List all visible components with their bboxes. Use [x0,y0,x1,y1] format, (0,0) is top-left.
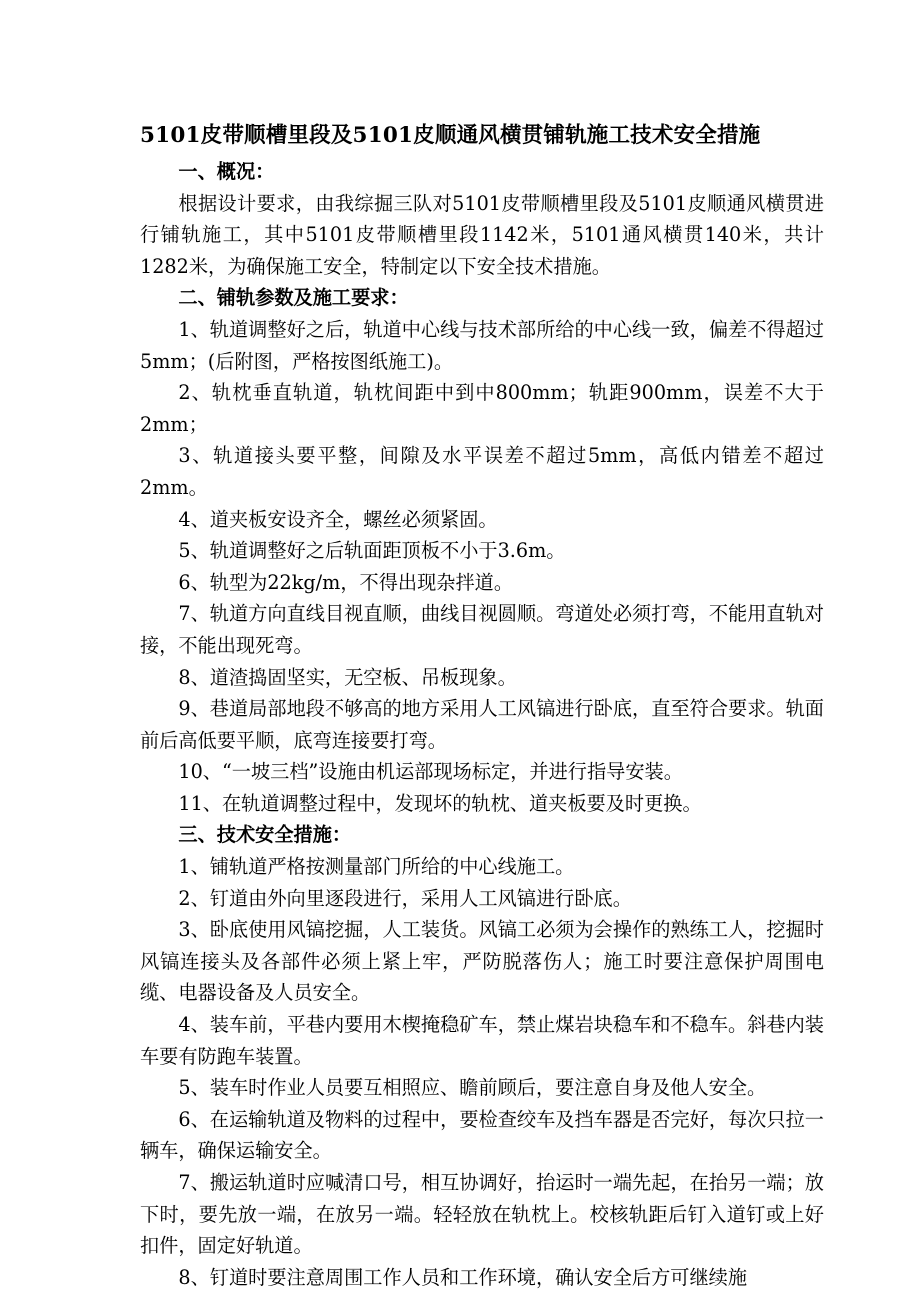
paragraph: 6、在运输轨道及物料的过程中，要检查绞车及挡车器是否完好，每次只拉一辆车，确保运输安全。 [140,1107,824,1163]
paragraph: 4、装车前，平巷内要用木楔掩稳矿车，禁止煤岩块稳车和不稳车。斜巷内装车要有防跑车装置。 [140,1013,824,1068]
paragraph: 5、装车时作业人员要互相照应、瞻前顾后，要注意自身及他人安全。 [178,1076,767,1100]
paragraph: 10、“一坡三档”设施由机运部现场标定，并进行指导安装。 [178,760,683,784]
document-body [140,156,824,1293]
paragraph: 5、轨道调整好之后轨面距顶板不小于3.6m。 [178,539,566,563]
section-heading-track-parameters: 二、铺轨参数及施工要求： [178,286,409,310]
paragraph: 1、铺轨道严格按测量部门所给的中心线施工。 [178,855,575,879]
paragraph: 4、道夹板安设齐全，螺丝必须紧固。 [178,507,498,531]
paragraph: 3、卧底使用风镐挖掘，人工装货。风镐工必须为会操作的熟练工人，挖掘时风镐连接头及各部件必须上紧上牢，严防脱落伤人；施工时要注意保护周围电缆、电器设备及人员安全。 [140,918,824,1005]
paragraph: 1、轨道调整好之后，轨道中心线与技术部所给的中心线一致，偏差不得超过5mm；(后附图，严格按图纸施工)。 [140,317,824,373]
paragraph: 7、搬运轨道时应喊清口号，相互协调好，抬运时一端先起，在抬另一端；放下时，要先放一端，在放另一端。轻轻放在轨枕上。校核轨距后钉入道钉或上好扣件，固定好轨道。 [140,1171,824,1258]
paragraph: 7、轨道方向直线目视直顺，曲线目视圆顺。弯道处必须打弯，不能用直轨对接，不能出现死弯。 [140,602,824,657]
paragraph: 3、轨道接头要平整，间隙及水平误差不超过5mm，高低内错差不超过2mm。 [140,444,824,499]
paragraph: 9、巷道局部地段不够高的地方采用人工风镐进行卧底，直至符合要求。轨面前后高低要平顺，底弯连接要打弯。 [140,697,824,752]
section-heading-safety-measures: 三、技术安全措施： [178,823,352,847]
paragraph: 根据设计要求，由我综掘三队对5101皮带顺槽里段及5101皮顺通风横贯进行铺轨施工，其中5101皮带顺槽里段1142米，5101通风横贯140米，共计1282米，为确保施工安全，特制定以下安全技术措施。 [140,191,824,278]
paragraph: 8、钉道时要注意周围工作人员和工作环境，确认安全后方可继续施 [178,1265,748,1289]
document-title: 5101皮带顺槽里段及5101皮顺通风横贯铺轨施工技术安全措施 [140,123,761,148]
paragraph: 11、在轨道调整过程中，发现坏的轨枕、道夹板要及时更换。 [178,791,702,815]
section-heading-overview: 一、概况： [178,160,275,183]
paragraph: 2、钉道由外向里逐段进行，采用人工风镐进行卧底。 [178,886,632,910]
paragraph: 2、轨枕垂直轨道，轨枕间距中到中800mm；轨距900mm，误差不大于2mm； [140,381,824,436]
paragraph: 6、轨型为22kg/m，不得出现杂拌道。 [178,570,514,594]
paragraph: 8、道渣捣固坚实，无空板、吊板现象。 [178,665,517,689]
